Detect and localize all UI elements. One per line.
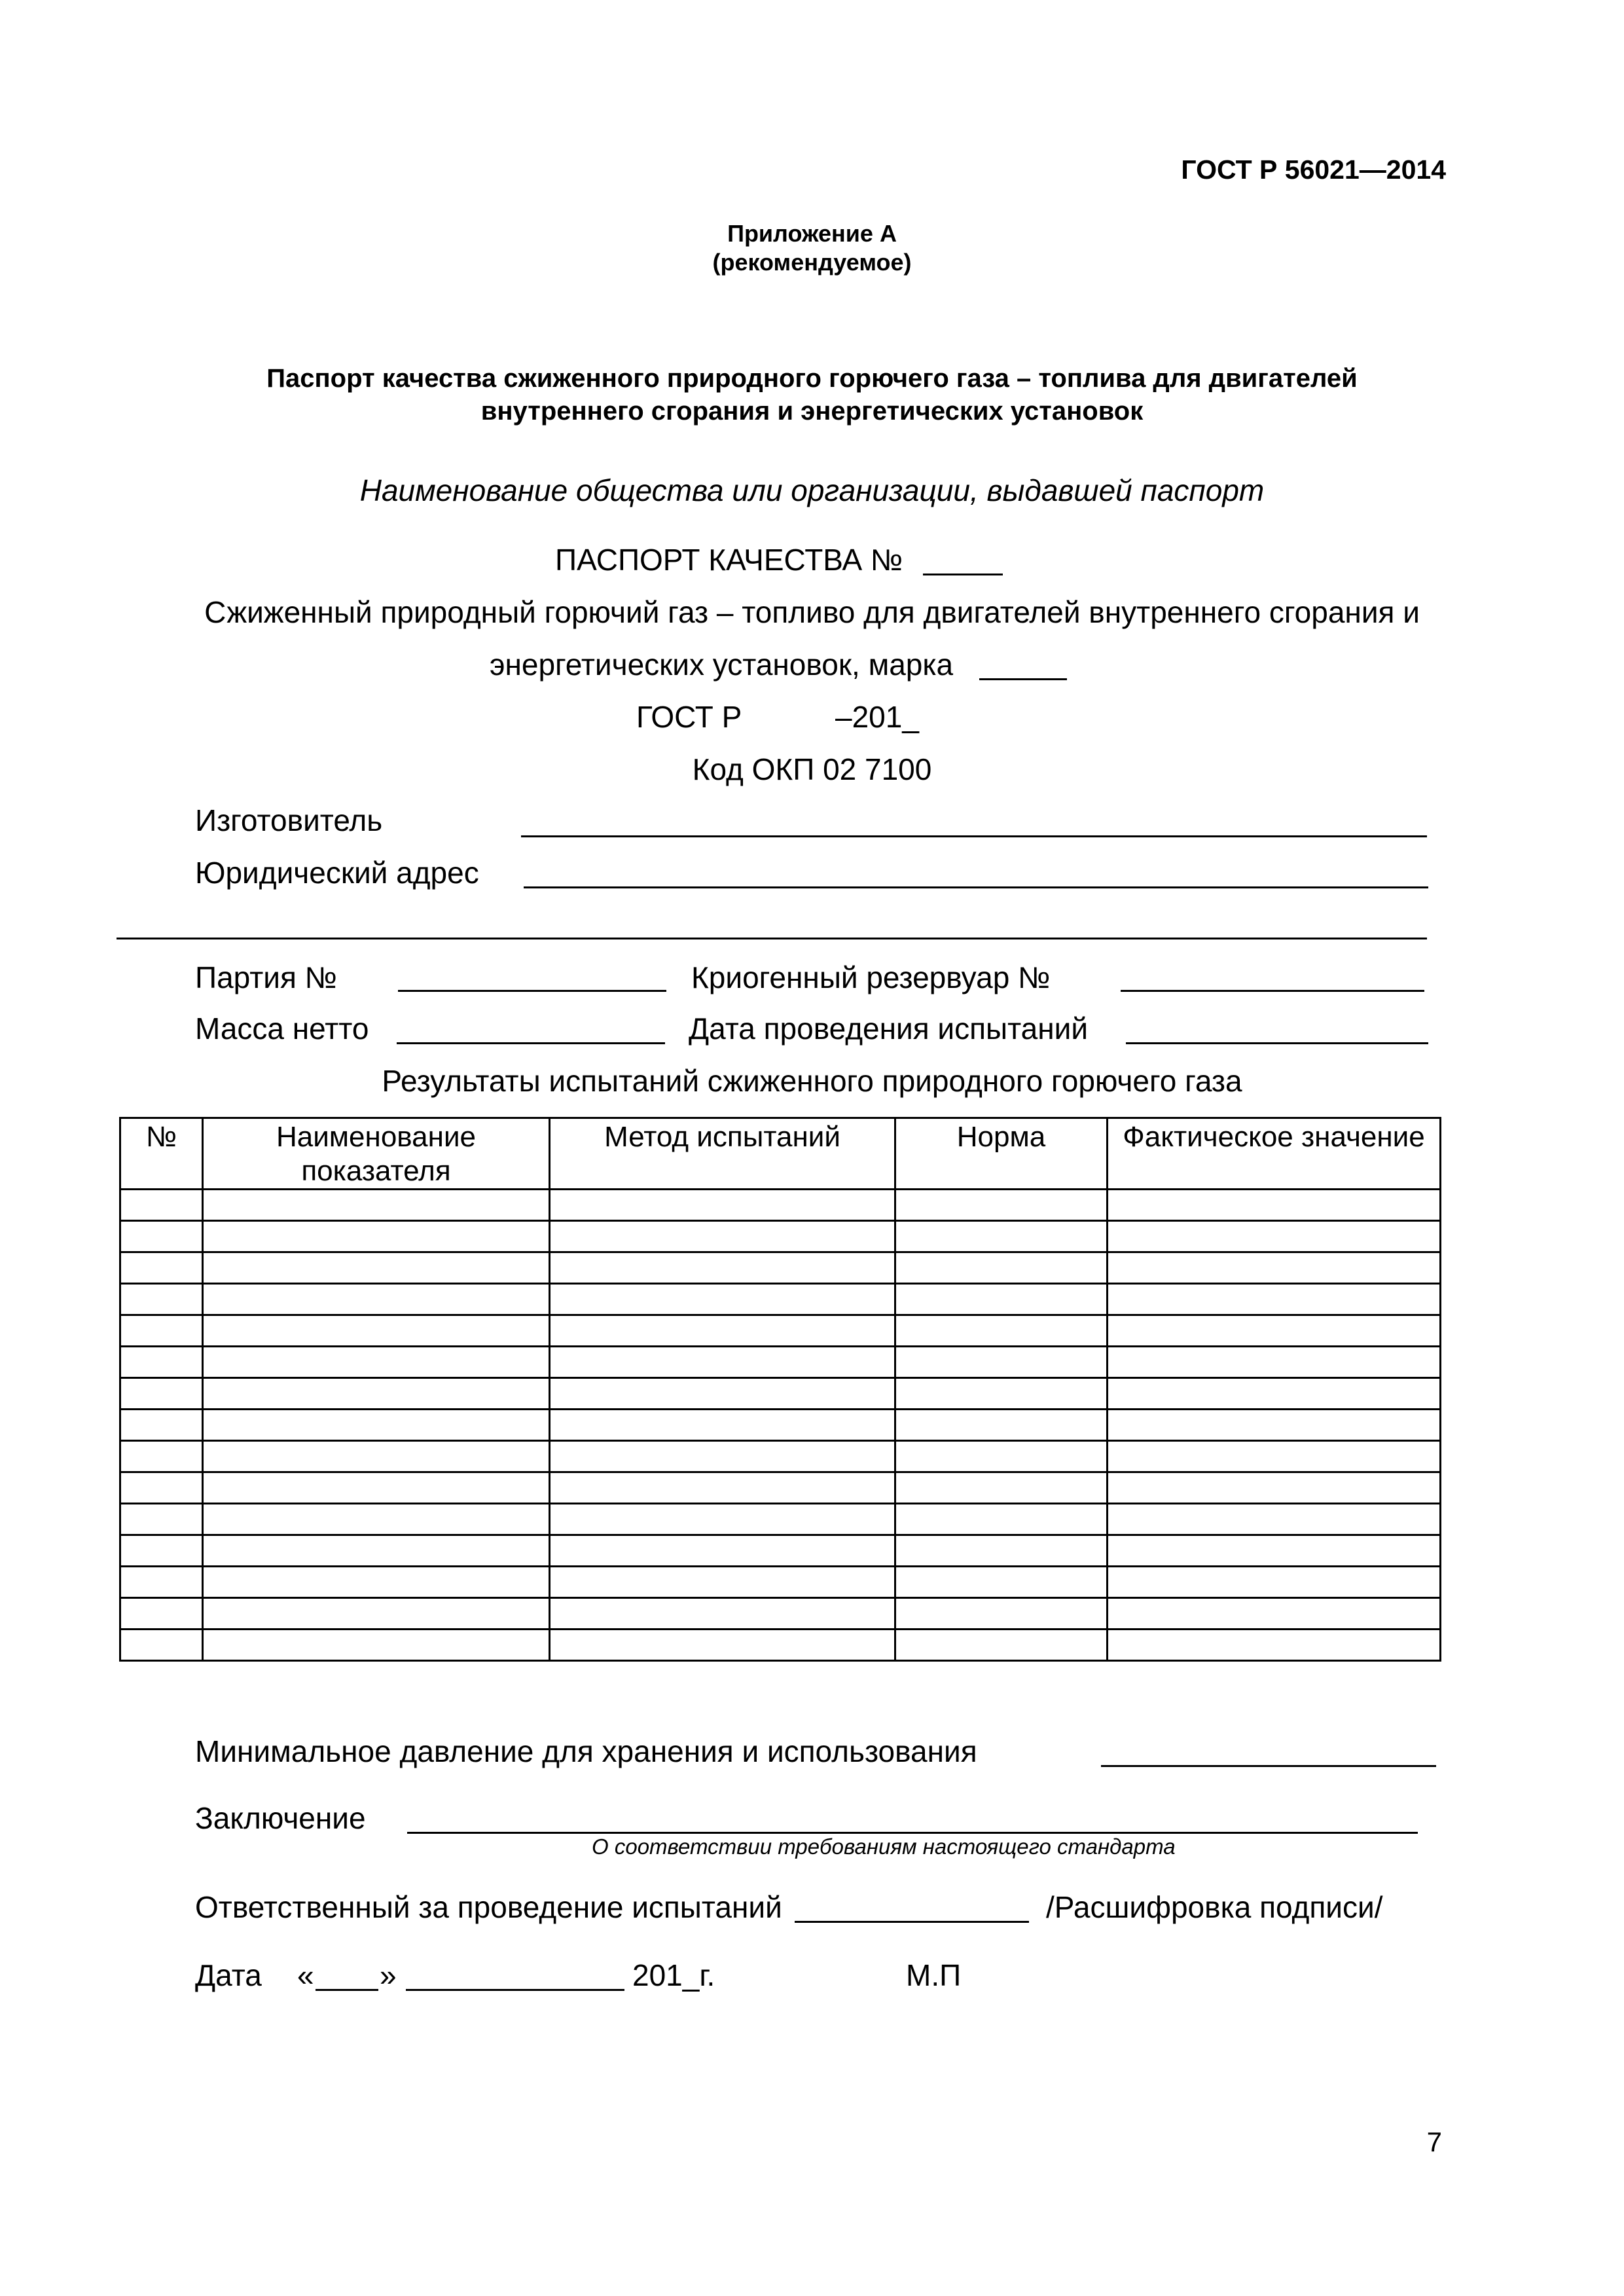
conclusion-blank <box>407 1832 1418 1834</box>
passport-number-blank <box>923 574 1003 575</box>
table-row <box>120 1598 1441 1630</box>
column-header-norm: Норма <box>895 1118 1108 1190</box>
table-cell <box>120 1221 203 1252</box>
table-cell <box>895 1284 1108 1315</box>
table-row <box>120 1504 1441 1535</box>
table-cell <box>1108 1567 1441 1598</box>
net-mass-label: Масса нетто <box>195 1011 369 1046</box>
table-cell <box>1108 1378 1441 1410</box>
table-cell <box>120 1630 203 1661</box>
document-title-line1: Паспорт качества сжиженного природного горючего газа – топлива для двигателей <box>266 364 1358 393</box>
table-cell <box>1108 1598 1441 1630</box>
table-cell <box>550 1567 895 1598</box>
net-mass-blank <box>397 1042 665 1044</box>
batch-label: Партия № <box>195 960 338 994</box>
product-line1: Сжиженный природный горючий газ – топливо для двигателей внутреннего сгорания и <box>204 595 1420 629</box>
table-cell <box>550 1410 895 1441</box>
signature-blank <box>795 1921 1029 1923</box>
stamp-label: М.П <box>906 1958 962 1992</box>
okp-code: Код ОКП 02 7100 <box>692 752 932 786</box>
standard-designation: ГОСТ Р 56021—2014 <box>1181 155 1446 185</box>
table-cell <box>1108 1472 1441 1504</box>
table-cell <box>895 1378 1108 1410</box>
table-cell <box>550 1190 895 1221</box>
date-month-blank <box>406 1989 624 1991</box>
table-row <box>120 1410 1441 1441</box>
legal-address-label: Юридический адрес <box>195 856 479 890</box>
table-cell <box>203 1441 550 1472</box>
gost-year: –201_ <box>835 700 919 734</box>
table-cell <box>203 1598 550 1630</box>
table-cell <box>1108 1221 1441 1252</box>
appendix-title: Приложение А <box>727 220 897 247</box>
manufacturer-blank <box>521 835 1427 837</box>
table-cell <box>1108 1252 1441 1284</box>
table-cell <box>895 1252 1108 1284</box>
table-cell <box>550 1252 895 1284</box>
column-header-method: Метод испытаний <box>550 1118 895 1190</box>
table-cell <box>1108 1630 1441 1661</box>
table-cell <box>550 1315 895 1347</box>
table-row <box>120 1535 1441 1567</box>
tank-blank <box>1121 990 1424 992</box>
organization-name: Наименование общества или организации, выдавшей паспорт <box>359 473 1265 507</box>
table-cell <box>203 1410 550 1441</box>
table-cell <box>203 1567 550 1598</box>
table-cell <box>550 1504 895 1535</box>
table-cell <box>895 1315 1108 1347</box>
table-cell <box>1108 1441 1441 1472</box>
table-cell <box>203 1504 550 1535</box>
table-cell <box>203 1190 550 1221</box>
table-cell <box>120 1567 203 1598</box>
table-cell <box>895 1190 1108 1221</box>
table-cell <box>203 1315 550 1347</box>
table-cell <box>1108 1504 1441 1535</box>
test-date-blank <box>1126 1042 1428 1044</box>
table-cell <box>895 1567 1108 1598</box>
table-row <box>120 1190 1441 1221</box>
table-cell <box>120 1472 203 1504</box>
results-table-body <box>120 1190 1441 1661</box>
table-cell <box>120 1410 203 1441</box>
table-cell <box>203 1378 550 1410</box>
passport-heading: ПАСПОРТ КАЧЕСТВА № <box>555 543 903 577</box>
table-cell <box>895 1347 1108 1378</box>
responsible-label: Ответственный за проведение испытаний <box>195 1890 782 1924</box>
table-cell <box>895 1598 1108 1630</box>
table-row <box>120 1221 1441 1252</box>
table-cell <box>120 1378 203 1410</box>
table-cell <box>550 1630 895 1661</box>
table-cell <box>120 1284 203 1315</box>
table-row <box>120 1441 1441 1472</box>
date-day-blank <box>316 1989 378 1991</box>
table-cell <box>120 1535 203 1567</box>
table-cell <box>120 1598 203 1630</box>
test-date-label: Дата проведения испытаний <box>689 1011 1089 1046</box>
conclusion-note: О соответствии требованиям настоящего стандарта <box>592 1834 1176 1859</box>
table-cell <box>120 1252 203 1284</box>
date-year: 201_г. <box>632 1958 715 1992</box>
table-cell <box>203 1472 550 1504</box>
table-cell <box>895 1441 1108 1472</box>
signature-decode-label: /Расшифровка подписи/ <box>1046 1890 1383 1924</box>
table-cell <box>895 1221 1108 1252</box>
min-pressure-label: Минимальное давление для хранения и использования <box>195 1734 977 1768</box>
table-cell <box>1108 1315 1441 1347</box>
table-row <box>120 1252 1441 1284</box>
manufacturer-label: Изготовитель <box>195 803 383 837</box>
table-cell <box>120 1504 203 1535</box>
table-row <box>120 1567 1441 1598</box>
results-heading: Результаты испытаний сжиженного природного горючего газа <box>382 1064 1242 1098</box>
results-table <box>119 1117 1441 1662</box>
table-cell <box>203 1284 550 1315</box>
date-close-quote: » <box>380 1958 397 1992</box>
batch-blank <box>398 990 666 992</box>
product-line2: энергетических установок, марка <box>490 647 954 682</box>
table-cell <box>1108 1190 1441 1221</box>
table-cell <box>203 1535 550 1567</box>
table-cell <box>203 1252 550 1284</box>
table-cell <box>203 1221 550 1252</box>
table-cell <box>895 1535 1108 1567</box>
table-header-row <box>120 1118 1441 1190</box>
table-cell <box>203 1347 550 1378</box>
table-cell <box>120 1315 203 1347</box>
date-label: Дата <box>195 1958 262 1992</box>
table-cell <box>1108 1284 1441 1315</box>
column-header-indicator: Наименование показателя <box>203 1118 550 1190</box>
table-cell <box>1108 1535 1441 1567</box>
date-open-quote: « <box>297 1958 314 1992</box>
conclusion-label: Заключение <box>195 1801 366 1835</box>
table-cell <box>550 1441 895 1472</box>
table-cell <box>550 1472 895 1504</box>
table-row <box>120 1284 1441 1315</box>
column-header-number: № <box>120 1118 203 1190</box>
table-cell <box>895 1504 1108 1535</box>
grade-blank <box>979 678 1067 680</box>
table-cell <box>120 1347 203 1378</box>
table-cell <box>550 1378 895 1410</box>
appendix-kind: (рекомендуемое) <box>712 249 912 276</box>
tank-label: Криогенный резервуар № <box>691 960 1051 994</box>
table-cell <box>120 1190 203 1221</box>
table-row <box>120 1378 1441 1410</box>
table-cell <box>550 1221 895 1252</box>
table-cell <box>895 1472 1108 1504</box>
table-cell <box>550 1284 895 1315</box>
table-cell <box>550 1598 895 1630</box>
table-cell <box>895 1630 1108 1661</box>
table-row <box>120 1347 1441 1378</box>
gost-label: ГОСТ Р <box>636 700 742 734</box>
table-cell <box>550 1535 895 1567</box>
table-row <box>120 1472 1441 1504</box>
table-cell <box>203 1630 550 1661</box>
table-cell <box>895 1410 1108 1441</box>
document-title-line2: внутреннего сгорания и энергетических установок <box>480 397 1144 426</box>
column-header-actual: Фактическое значение <box>1108 1118 1441 1190</box>
table-row <box>120 1315 1441 1347</box>
table-cell <box>1108 1347 1441 1378</box>
page-number: 7 <box>1426 2126 1442 2157</box>
table-row <box>120 1630 1441 1661</box>
address-continuation-line <box>117 938 1427 939</box>
legal-address-blank <box>524 886 1428 888</box>
table-cell <box>120 1441 203 1472</box>
table-cell <box>1108 1410 1441 1441</box>
min-pressure-blank <box>1101 1765 1436 1767</box>
table-cell <box>550 1347 895 1378</box>
